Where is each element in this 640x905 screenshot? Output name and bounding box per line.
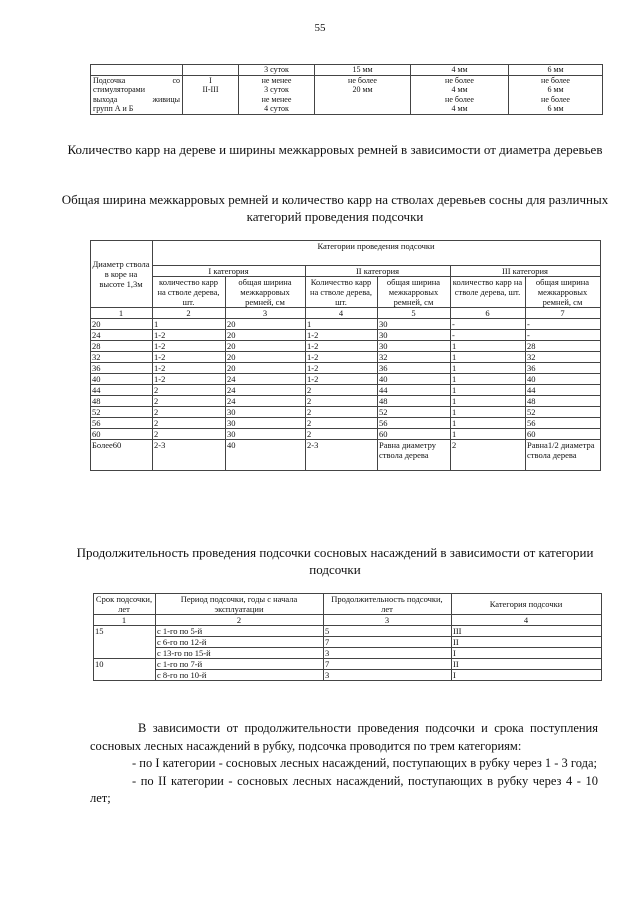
cell-line: живицы: [152, 94, 180, 104]
table-cell: 2: [306, 407, 378, 418]
table-cell: 2: [306, 418, 378, 429]
table-cell: 52: [91, 407, 153, 418]
table-cell: 36: [378, 363, 451, 374]
table-cell: 3: [324, 648, 452, 659]
table-cell: 30: [378, 341, 451, 352]
table-cell: 2: [306, 429, 378, 440]
cell-line: 20 мм: [352, 85, 373, 94]
header-period: Период подсочки, годы с начала эксплуатации: [156, 594, 324, 615]
table-cell: с 13-го по 15-й: [156, 648, 324, 659]
table-cell: 56: [91, 418, 153, 429]
table-cell: II: [452, 659, 602, 670]
table-cell: 60: [91, 429, 153, 440]
table-row: [91, 407, 601, 418]
header-category-1: I категория: [153, 266, 306, 277]
table-cell: 1: [451, 429, 526, 440]
table-cell: 28: [526, 341, 601, 352]
table-cell: 20: [91, 319, 153, 330]
table-header-row: [94, 594, 602, 615]
table-cell: 1: [451, 385, 526, 396]
cell-line: I: [209, 75, 212, 85]
column-number: 4: [306, 308, 378, 319]
table-cell: 20: [226, 352, 306, 363]
table-row: [91, 363, 601, 374]
table-cell: 3 суток: [239, 65, 315, 76]
table-row: [91, 374, 601, 385]
table-cell: 56: [378, 418, 451, 429]
table-cell: 32: [91, 352, 153, 363]
table-cell: 2-3: [306, 440, 378, 471]
cell-line: стимуляторами: [93, 85, 145, 94]
column-number: 3: [324, 615, 452, 626]
table-row: [91, 330, 601, 341]
sub-header: общая ширина межкарровых ремней, см: [226, 277, 306, 308]
cell-line: не менее: [261, 75, 292, 85]
table-cell: 1-2: [153, 374, 226, 385]
body-text: [90, 720, 598, 808]
table-cell: [183, 65, 239, 76]
table-cell: 3: [324, 670, 452, 681]
table-cell: 30: [378, 319, 451, 330]
column-number-row: [91, 308, 601, 319]
table-cell: 2: [153, 396, 226, 407]
cell-line: не более: [541, 75, 570, 85]
table-cell: [91, 75, 183, 114]
table-cell: -: [526, 319, 601, 330]
table-cell: Равна1/2 диаметра ствола дерева: [526, 440, 601, 471]
table-cell: с 1-го по 7-й: [156, 659, 324, 670]
table-cell: 2: [451, 440, 526, 471]
table-cell: 15 мм: [315, 65, 411, 76]
table-cell: 24: [226, 385, 306, 396]
table-header-row: [91, 277, 601, 308]
table-row: [91, 352, 601, 363]
heading-total-width: Общая ширина межкарровых ремней и количество карр на стволах деревьев сосны для различных категорий проведения подсочки: [61, 192, 609, 224]
column-number: 3: [226, 308, 306, 319]
header-category: Категория подсочки: [452, 594, 602, 615]
cell-line: не более: [348, 75, 377, 85]
table-cell: 30: [226, 418, 306, 429]
column-number-row: [94, 615, 602, 626]
table-cell: 44: [91, 385, 153, 396]
paragraph: - по I категории - сосновых лесных насаждений, поступающих в рубку через 1 - 3 года;: [132, 756, 598, 770]
column-number: 4: [452, 615, 602, 626]
table-cell: 32: [378, 352, 451, 363]
sub-header: общая ширина межкарровых ремней, см: [526, 277, 601, 308]
column-number: 2: [153, 308, 226, 319]
table-cell: 44: [526, 385, 601, 396]
table-cell: Более60: [91, 440, 153, 471]
cell-line: Подсочка: [93, 75, 126, 85]
cell-line: 3 суток: [264, 85, 289, 94]
table-cell: I: [452, 670, 602, 681]
column-number: 6: [451, 308, 526, 319]
cell-line: не более: [445, 75, 474, 85]
cell-line: не менее: [261, 94, 292, 104]
table-cell: Равна диаметру ствола дерева: [378, 440, 451, 471]
table-cell: [91, 65, 183, 76]
table-cell: 30: [226, 429, 306, 440]
table-cell: 24: [91, 330, 153, 341]
table-cell: 30: [378, 330, 451, 341]
table-cell: 1: [306, 319, 378, 330]
table-row: [91, 75, 603, 114]
table-cell: 1-2: [306, 363, 378, 374]
table-cell: -: [451, 319, 526, 330]
header-diameter: Диаметр ствола в коре на высоте 1,3м: [91, 241, 153, 308]
table-cell: 2: [153, 407, 226, 418]
table-row: [91, 319, 601, 330]
table-cell: 44: [378, 385, 451, 396]
table-cell: 36: [91, 363, 153, 374]
table-cell: 1-2: [153, 341, 226, 352]
table-cell: III: [452, 626, 602, 637]
sub-header: количество карр на стволе дерева, шт.: [153, 277, 226, 308]
table-cell: 40: [91, 374, 153, 385]
term-cell: 15: [94, 626, 156, 659]
table-cell: -: [526, 330, 601, 341]
cell-line: не более: [445, 94, 474, 104]
cell-line: II-III: [202, 85, 219, 94]
table-cell: [315, 75, 411, 114]
table-cell: 1-2: [306, 341, 378, 352]
table-cell: I: [452, 648, 602, 659]
cell-line: со: [172, 75, 180, 85]
table-cell: 52: [526, 407, 601, 418]
table-row: [91, 341, 601, 352]
cell-line: 4 мм: [451, 85, 468, 94]
table-cell: 6 мм: [509, 65, 603, 76]
header-categories: Категории проведения подсочки: [153, 241, 601, 266]
cell-line: 4 суток: [264, 104, 289, 113]
table-cell: 5: [324, 626, 452, 637]
table-cell: 1: [451, 374, 526, 385]
table-cell: 1-2: [153, 363, 226, 374]
header-category-3: III категория: [451, 266, 601, 277]
table-cell: 28: [91, 341, 153, 352]
cell-line: 4 мм: [451, 104, 468, 113]
table-cell: 30: [226, 407, 306, 418]
sub-header: Количество карр на стволе дерева, шт.: [306, 277, 378, 308]
cell-line: 6 мм: [547, 104, 564, 113]
table-cell: 20: [226, 341, 306, 352]
table-cell: 48: [526, 396, 601, 407]
table-cell: 48: [91, 396, 153, 407]
table-cell: 1: [451, 352, 526, 363]
table-cell: 1-2: [306, 352, 378, 363]
header-term: Срок подсочки, лет: [94, 594, 156, 615]
top-table: [90, 64, 603, 115]
table-cell: с 8-го по 10-й: [156, 670, 324, 681]
table-cell: [183, 75, 239, 114]
table-cell: -: [451, 330, 526, 341]
table-cell: 20: [226, 363, 306, 374]
table-row: [94, 670, 602, 681]
table-cell: 40: [526, 374, 601, 385]
table-row: [91, 396, 601, 407]
table-cell: 56: [526, 418, 601, 429]
column-number: 1: [94, 615, 156, 626]
table-cell: 40: [226, 440, 306, 471]
table-row: [94, 626, 602, 637]
table-cell: 1: [451, 407, 526, 418]
table-cell: 2: [153, 418, 226, 429]
heading-duration: Продолжительность проведения подсочки сосновых насаждений в зависимости от категории подсочки: [76, 545, 594, 577]
table-row: [91, 385, 601, 396]
table-cell: 1-2: [153, 330, 226, 341]
table-row: [94, 648, 602, 659]
table-cell: II: [452, 637, 602, 648]
page-number: 55: [314, 22, 326, 34]
table-cell: 20: [226, 319, 306, 330]
table-cell: 7: [324, 637, 452, 648]
table-cell: 2-3: [153, 440, 226, 471]
column-number: 2: [156, 615, 324, 626]
table-cell: 2: [153, 385, 226, 396]
table-cell: 1-2: [306, 374, 378, 385]
cell-line: 6 мм: [547, 85, 564, 94]
table-cell: 1-2: [306, 330, 378, 341]
table-row: [94, 637, 602, 648]
header-category-2: II категория: [306, 266, 451, 277]
column-number: 7: [526, 308, 601, 319]
table-cell: 2: [306, 396, 378, 407]
table-row: [94, 659, 602, 670]
paragraph: - по II категории - сосновых лесных насаждений, поступающих в рубку через 4 - 10 лет;: [90, 773, 598, 805]
table-cell: 2: [153, 429, 226, 440]
table-cell: 48: [378, 396, 451, 407]
table-header-row: [91, 241, 601, 266]
paragraph: В зависимости от продолжительности проведения подсочки и срока поступления сосновых лесных насаждений в рубку, подсочка проводится по трем категориям:: [90, 721, 598, 753]
table-cell: 20: [226, 330, 306, 341]
table-cell: [411, 75, 509, 114]
column-number: 1: [91, 308, 153, 319]
cell-line: групп А и Б: [93, 104, 134, 113]
column-number: 5: [378, 308, 451, 319]
term-cell: 10: [94, 659, 156, 681]
duration-table: [93, 593, 602, 681]
table-cell: 60: [526, 429, 601, 440]
cell-line: не более: [541, 94, 570, 104]
table-cell: с 1-го по 5-й: [156, 626, 324, 637]
table-cell: с 6-го по 12-й: [156, 637, 324, 648]
table-cell: 60: [378, 429, 451, 440]
table-row: [91, 418, 601, 429]
table-cell: 1: [153, 319, 226, 330]
category-table: [90, 240, 601, 471]
table-cell: [509, 75, 603, 114]
heading-carr-count: Количество карр на дереве и ширины межкарровых ремней в зависимости от диаметра деревьев: [67, 142, 603, 157]
table-cell: 1: [451, 396, 526, 407]
table-cell: 24: [226, 374, 306, 385]
table-row: [91, 65, 603, 76]
cell-line: выхода: [93, 94, 118, 104]
table-row: [91, 440, 601, 471]
table-cell: 52: [378, 407, 451, 418]
table-cell: 1: [451, 341, 526, 352]
table-row: [91, 429, 601, 440]
table-cell: 1-2: [153, 352, 226, 363]
table-cell: 4 мм: [411, 65, 509, 76]
sub-header: общая ширина межкарровых ремней, см: [378, 277, 451, 308]
sub-header: количество карр на стволе дерева, шт.: [451, 277, 526, 308]
header-duration: Продолжительность подсочки, лет: [324, 594, 452, 615]
table-cell: 24: [226, 396, 306, 407]
table-header-row: [91, 266, 601, 277]
table-cell: 1: [451, 418, 526, 429]
table-cell: 7: [324, 659, 452, 670]
table-cell: [239, 75, 315, 114]
table-cell: 32: [526, 352, 601, 363]
table-cell: 40: [378, 374, 451, 385]
table-cell: 36: [526, 363, 601, 374]
table-cell: 1: [451, 363, 526, 374]
table-cell: 2: [306, 385, 378, 396]
